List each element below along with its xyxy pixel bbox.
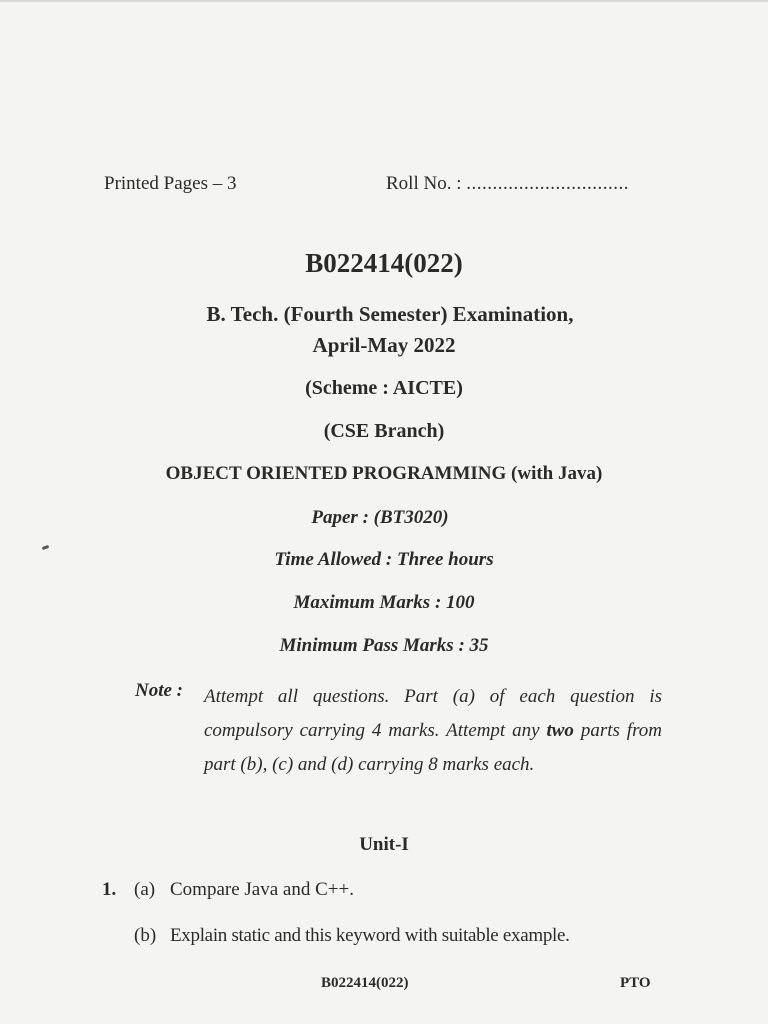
note-text-emphasis: two bbox=[546, 720, 574, 741]
roll-number-blank: ............................... bbox=[466, 173, 629, 194]
subject-title: OBJECT ORIENTED PROGRAMMING (with Java) bbox=[165, 463, 603, 484]
roll-number-label: Roll No. : bbox=[386, 173, 467, 194]
printed-pages: Printed Pages – 3 bbox=[104, 173, 237, 194]
unit-heading: Unit-I bbox=[359, 834, 409, 855]
page-top-edge bbox=[0, 0, 768, 2]
paper-number: Paper : (BT3020) bbox=[311, 507, 449, 528]
question-part-label: (a) bbox=[134, 879, 156, 900]
exam-scheme: (Scheme : AICTE) bbox=[305, 377, 463, 399]
note-label: Note : bbox=[135, 680, 184, 701]
question-number: 1. bbox=[102, 879, 117, 900]
footer-pto: PTO bbox=[620, 975, 651, 991]
question-part-label: (b) bbox=[134, 925, 157, 946]
note-text bbox=[204, 680, 662, 782]
exam-branch: (CSE Branch) bbox=[323, 420, 445, 442]
footer-paper-code: B022414(022) bbox=[321, 975, 409, 991]
question-part-text: Compare Java and C++. bbox=[170, 879, 354, 900]
note-text-part2: parts from part (b), (c) and (d) carrying 8 marks each. bbox=[204, 720, 662, 775]
exam-title: B. Tech. (Fourth Semester) Examination, bbox=[206, 302, 574, 326]
exam-session: April-May 2022 bbox=[312, 333, 456, 357]
question-part-text: Explain static and this keyword with suitable example. bbox=[170, 925, 570, 946]
note-text-part1: Attempt all questions. Part (a) of each question is compulsory carrying 4 marks. Attempt any bbox=[204, 686, 662, 741]
minimum-pass-marks: Minimum Pass Marks : 35 bbox=[279, 635, 489, 656]
maximum-marks: Maximum Marks : 100 bbox=[293, 592, 475, 613]
roll-number-field bbox=[386, 173, 629, 195]
time-allowed: Time Allowed : Three hours bbox=[274, 549, 494, 570]
paper-code: B022414(022) bbox=[305, 248, 463, 278]
